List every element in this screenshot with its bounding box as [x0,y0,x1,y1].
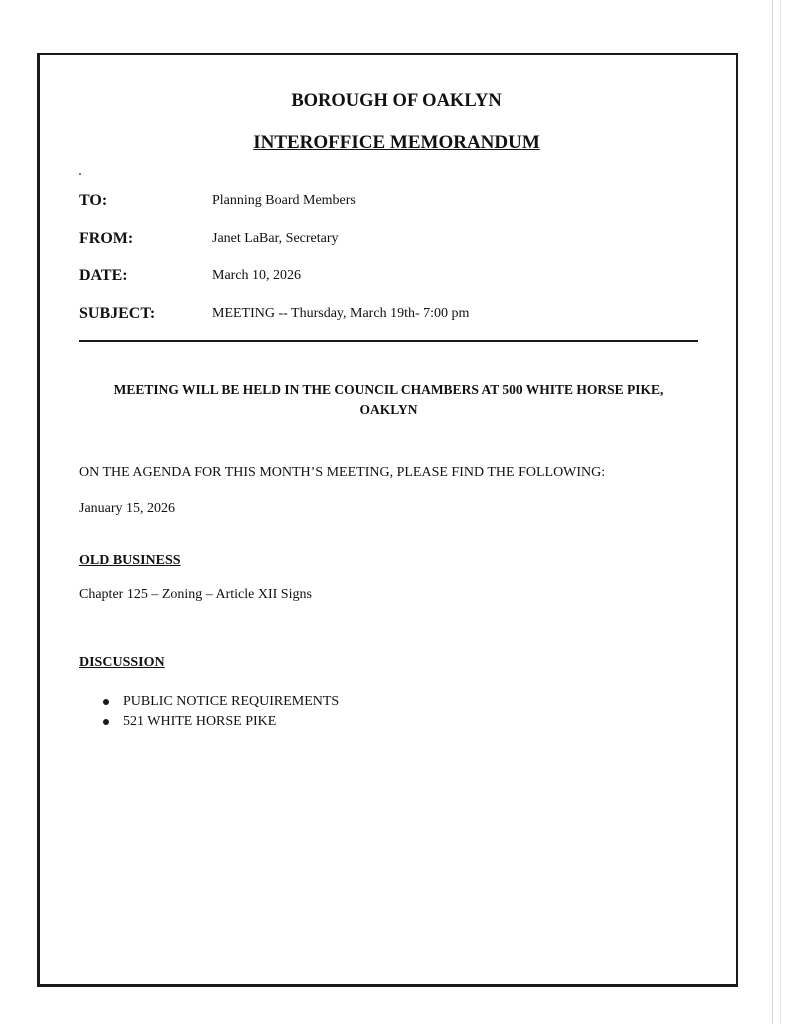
to-value: Planning Board Members [212,193,356,208]
old-business-item: Chapter 125 – Zoning – Article XII Signs [79,587,312,602]
minutes-date: January 15, 2026 [79,501,176,516]
list-item [103,712,339,732]
location-line-2: OAKLYN [359,402,418,417]
from-value: Janet LaBar, Secretary [212,231,339,246]
discussion-list [103,692,339,732]
old-business-heading: OLD BUSINESS [79,553,181,568]
date-value: March 10, 2026 [212,268,302,283]
bullet-icon [103,699,109,705]
scan-speck [79,173,81,175]
agenda-intro: ON THE AGENDA FOR THIS MONTH’S MEETING, PLEASE FIND THE FOLLOWING: [79,465,606,480]
subject-value: MEETING -- Thursday, March 19th- 7:00 pm [212,306,470,321]
header-divider [79,340,698,342]
memo-title: INTEROFFICE MEMORANDUM [253,132,540,153]
meeting-location-notice [79,380,698,420]
subject-label: SUBJECT: [79,305,156,322]
location-line-1: MEETING WILL BE HELD IN THE COUNCIL CHAMBERS AT 500 WHITE HORSE PIKE, [113,382,664,397]
organization-title: BOROUGH OF OAKLYN [291,91,502,111]
from-label: FROM: [79,230,134,247]
to-label: TO: [79,192,108,209]
memo-border [37,53,738,987]
date-label: DATE: [79,267,128,284]
list-item [103,692,339,712]
discussion-item-text: 521 WHITE HORSE PIKE [123,714,277,729]
discussion-heading: DISCUSSION [79,655,165,670]
discussion-item-text: PUBLIC NOTICE REQUIREMENTS [123,694,340,709]
bullet-icon [103,719,109,725]
